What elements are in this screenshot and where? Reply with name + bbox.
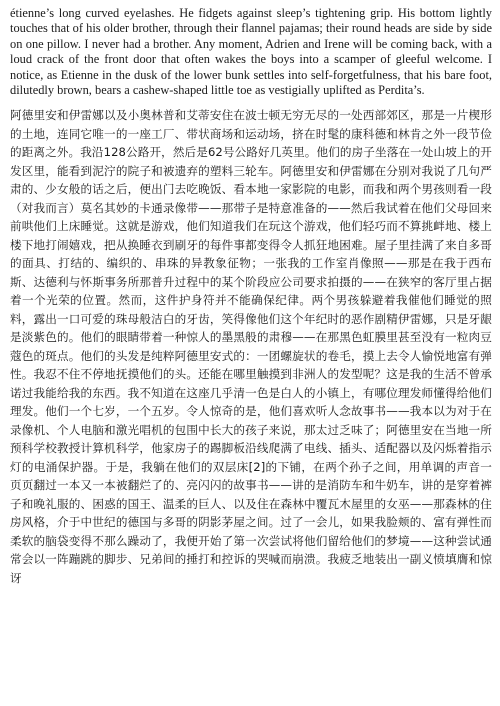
english-paragraph: étienne’s long curved eyelashes. He fidgets against sleep’s tightening grip. His bottom lightly touches that of his older brother, through their flannel pajamas; their round heads are side by side on one pillow. I never had a brother. Any moment, Adrien and Irene will be coming back, with a loud crack of the front door that often wakes the boys into a scamper of gleeful welcome. I notice, as Etienne in the dusk of the lower bunk settles into self-forgetfulness, that his bare foot, dilutedly brown, bears a cashew-shaped little toe as vestigially uplifted as Perdita’s. [10, 6, 492, 98]
chinese-paragraph: 阿德里安和伊雷娜以及小奥林普和艾蒂安住在波士顿无穷无尽的一处西部郊区，那是一片楔形的土地，连同它唯一的一座工厂、带状商场和运动场，挤在时髦的康科德和林肯之外一段节俭的距离之外。我沿128公路开，然后是62号公路好几英里。他们的房子坐落在一处山坡上的开发区里，能看到泥泞的院子和被遗弃的塑料三轮车。阿德里安和伊雷娜在分别对我说了几句严肃的、少女般的话之后，便出门去吃晚饭、看本地一家影院的电影，而我和两个男孩则看一段（对我而言）莫名其妙的卡通录像带——那带子是特意准备的——然后我试着在他们父母回来前哄他们上床睡觉。这就是游戏，他们知道我们在玩这个游戏，他们轻巧而不算挑衅地、楼上楼下地打闹嬉戏，把从换睡衣到刷牙的每件事都变得令人抓狂地困难。屋子里挂满了来自多哥的面具、打结的、编织的、串珠的异教象征物；一张我的工作室肖像照——那是在我于西布斯、达德利与怀斯事务所那普升过程中的某个阶段应公司要求拍摄的——在狭窄的客厅里占据着一个光荣的位置。然而，这件护身符并不能确保纪律。两个男孩躲避着我催他们睡觉的照料，露出一口可爱的珠母般洁白的牙齿，笑得像他们这个年纪时的恶作剧精伊雷娜，只是牙龈是淡紫色的。他们的眼睛带着一种惊人的墨黑般的肃穆——在那黑色虹膜里甚至没有一粒肉豆蔻色的斑点。他们的头发是纯粹阿德里安式的：一团螺旋状的卷毛，摸上去令人愉悦地富有弹性。我忍不住不停地抚摸他们的头。还能在哪里触摸到非洲人的发型呢？这是我的生活不曾承诺过我能给我的东西。我不知道在这座几乎清一色是白人的小镇上，有哪位理发师懂得给他们理发。他们一个七岁，一个五岁。令人惊奇的是，他们喜欢听人念故事书——我本以为对于在录像机、个人电脑和激光唱机的包围中长大的孩子来说，那太过乏味了；阿德里安在当地一所预科学校教授计算机科学，他家房子的踢脚板沿线爬满了电线、插头、适配器以及闪烁着指示灯的电涌保护器。于是，我躺在他们的双层床[2]的下铺，在两个孙子之间，用单调的声音一页页翻过一本又一本被翻烂了的、亮闪闪的故事书——讲的是消防车和牛奶车，讲的是穿着裤子和晚礼服的、困惑的国王、温柔的巨人、以及住在森林中覆瓦木屋里的女巫——那森林的住房风格，介于中世纪的德国与多哥的阴影茅屋之间。过了一会儿，如果我脸颊的、富有弹性而柔软的脑袋变得不那么躁动了，我便开始了第一次尝试将他们留给他们的梦境——这种尝试通常会以一阵蹦跳的脚步、兄弟间的捶打和控诉的哭喊而崩溃。我疲乏地装出一副义愤填膺和惊讶 [10, 108, 492, 585]
page-body [10, 6, 492, 587]
